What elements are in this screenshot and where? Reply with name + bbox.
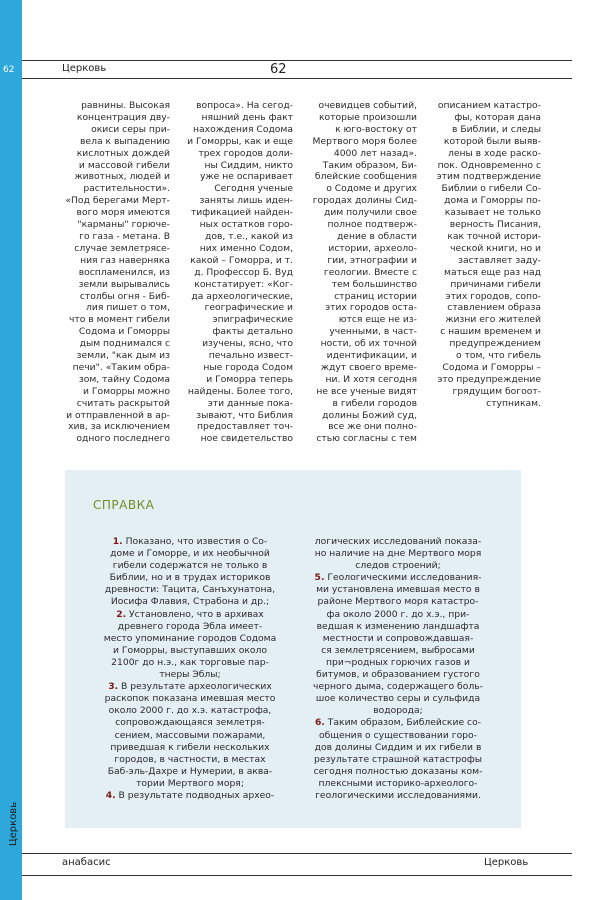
article-line: столбы огня - Биб- bbox=[79, 290, 170, 302]
article-line: Содома и Гоморры – bbox=[442, 361, 541, 373]
article-line: как точной истори- bbox=[447, 230, 541, 242]
reference-item-number: 3. bbox=[108, 681, 119, 693]
reference-line-text: приведшая к гибели нескольких bbox=[110, 741, 270, 753]
article-line: которой были выяв- bbox=[443, 135, 541, 147]
article-line: Таким образом, Би- bbox=[322, 159, 417, 171]
reference-line bbox=[90, 657, 290, 669]
article-line: о том, что гибель bbox=[455, 350, 541, 362]
article-line: 4000 лет назад». bbox=[333, 147, 417, 159]
footer-magazine-name: анабасис bbox=[62, 857, 111, 868]
reference-line-text: В результате подводных архео- bbox=[115, 789, 275, 801]
article-line: все же они полно- bbox=[328, 421, 417, 433]
reference-line-text: общения о существовании горо- bbox=[319, 729, 477, 741]
article-line: дома и Гоморры по- bbox=[444, 195, 541, 207]
article-line: нахождения Содома bbox=[193, 123, 293, 135]
reference-line-text: черного дыма, содержащего боль- bbox=[313, 681, 483, 693]
article-line: страниц истории bbox=[334, 290, 417, 302]
article-line: блейские сообщения bbox=[314, 171, 417, 183]
reference-line-text: сегодня полностью доказаны ком- bbox=[313, 765, 483, 777]
article-line: долины Божий суд, bbox=[322, 409, 417, 421]
reference-line bbox=[90, 633, 290, 645]
article-line: и Гоморры, как и еще bbox=[187, 135, 293, 147]
reference-line bbox=[90, 596, 290, 608]
article-line: ставлением образа bbox=[447, 302, 541, 314]
article-line: заняты лишь иден- bbox=[199, 195, 293, 207]
article-line: печально извест- bbox=[208, 350, 293, 362]
article-line: ждут своего време- bbox=[320, 361, 417, 373]
reference-line bbox=[90, 621, 290, 633]
article-line: верность Писания, bbox=[449, 219, 541, 231]
reference-line-text: раскопок показана имевшая место bbox=[104, 693, 276, 705]
article-line: "карманы" горюче- bbox=[77, 219, 170, 231]
reference-item-number: 1. bbox=[112, 536, 123, 547]
reference-line bbox=[90, 742, 290, 754]
reference-line bbox=[298, 705, 498, 717]
reference-line-text: Показано, что известия о Со- bbox=[122, 536, 268, 547]
reference-line bbox=[90, 572, 290, 584]
side-section-label: Церковь bbox=[8, 801, 19, 847]
article-line: этим подтверждение bbox=[436, 171, 541, 183]
reference-line-text: гибели содержатся не только в bbox=[112, 560, 268, 572]
reference-line bbox=[90, 754, 290, 766]
article-line: земли вырывались bbox=[78, 278, 170, 290]
article-line: случае землетрясе- bbox=[74, 242, 170, 254]
header-rule-top bbox=[22, 60, 572, 61]
reference-line bbox=[90, 766, 290, 778]
reference-line-text: следов строений; bbox=[355, 560, 441, 572]
article-line: концентрация дву- bbox=[76, 111, 170, 123]
article-line: грядущим богоот- bbox=[452, 385, 541, 397]
article-line: казывает не только bbox=[444, 207, 541, 219]
reference-line-text: дов долины Сиддим и их гибели в bbox=[314, 741, 482, 753]
reference-line bbox=[298, 645, 498, 657]
article-column-1 bbox=[58, 100, 170, 445]
article-column-4 bbox=[429, 100, 541, 410]
reference-line bbox=[298, 681, 498, 693]
footer-section-name: Церковь bbox=[484, 857, 529, 868]
article-line: трех городов доли- bbox=[198, 147, 293, 159]
article-line: к юго-востоку от bbox=[335, 123, 417, 135]
article-line: ности, об их точной bbox=[320, 338, 417, 350]
article-line: ются еще не из- bbox=[338, 314, 417, 326]
article-line: равнины. Высокая bbox=[81, 100, 170, 111]
reference-line-text: логических исследований показа- bbox=[314, 536, 482, 547]
reference-line bbox=[298, 548, 498, 560]
reference-line-text: сением, массовыми пожарами, bbox=[114, 729, 266, 741]
reference-line bbox=[298, 766, 498, 778]
reference-line-text: Баб-эль-Дахре и Нумерии, в аква- bbox=[107, 765, 273, 777]
article-line: печи". «Таким обра- bbox=[72, 361, 170, 373]
reference-line-text: В результате археологических bbox=[118, 681, 272, 693]
reference-line bbox=[298, 790, 498, 802]
article-line: географические и bbox=[204, 302, 293, 314]
header-rule-bottom bbox=[22, 78, 572, 79]
reference-line-text: около 2000 г. до х.э. катастрофа, bbox=[108, 705, 272, 717]
reference-line bbox=[90, 705, 290, 717]
reference-line-text: доме и Гоморре, и их необычной bbox=[110, 548, 270, 560]
footer-rule-bottom bbox=[22, 875, 572, 876]
article-line: очевидцев событий, bbox=[318, 100, 417, 111]
article-line: них именно Содом, bbox=[199, 242, 293, 254]
reference-box-column-left bbox=[90, 536, 290, 802]
article-line: окиси серы при- bbox=[91, 123, 170, 135]
reference-line-text: фа около 2000 г. до х.э., при- bbox=[326, 608, 470, 620]
article-line: что в момент гибели bbox=[68, 314, 170, 326]
reference-line-text: сопровождающаяся землетря- bbox=[115, 717, 265, 729]
article-line: ученными, в част- bbox=[329, 326, 417, 338]
reference-line bbox=[90, 645, 290, 657]
article-line: этих городов оста- bbox=[325, 302, 417, 314]
reference-line-text: водорода; bbox=[373, 705, 423, 717]
article-line: ные города Содом bbox=[203, 361, 293, 373]
article-line: вопроса». На сегод- bbox=[196, 100, 293, 111]
article-line: фы, которая дана bbox=[454, 111, 541, 123]
reference-line-text: древнего города Эбла имеет- bbox=[117, 620, 263, 632]
article-line: лены в ходе раско- bbox=[447, 147, 541, 159]
reference-line bbox=[90, 681, 290, 693]
reference-line-text: место упоминание городов Содома bbox=[103, 632, 277, 644]
article-line: ческой книги, но и bbox=[450, 242, 541, 254]
article-line: ни. И хотя сегодня bbox=[325, 373, 417, 385]
article-line: констатирует: «Ког- bbox=[194, 278, 293, 290]
reference-line bbox=[90, 717, 290, 729]
reference-line bbox=[298, 742, 498, 754]
article-line: дим получили свое bbox=[323, 207, 417, 219]
article-line: вела к выпадению bbox=[80, 135, 170, 147]
reference-line-text: тнеры Эблы; bbox=[159, 669, 221, 681]
reference-line bbox=[298, 693, 498, 705]
reference-line-text: битумов, и образованием густого bbox=[316, 669, 480, 681]
article-line: идентификации, и bbox=[326, 350, 417, 362]
reference-line-text: плексными историко-археолого- bbox=[318, 777, 478, 789]
article-line: считать раскрытой bbox=[76, 397, 170, 409]
article-line: этих городов, сопо- bbox=[445, 290, 541, 302]
article-line: зывают, что Библия bbox=[196, 409, 293, 421]
reference-line-text: городов, в частности, в местах bbox=[114, 753, 266, 765]
article-line: стью согласны с тем bbox=[316, 433, 417, 445]
article-line: ны Сиддим, никто bbox=[204, 159, 293, 171]
article-line: вого моря имеются bbox=[76, 207, 170, 219]
reference-line bbox=[90, 790, 290, 802]
article-line: описанием катастро- bbox=[437, 100, 541, 111]
reference-line bbox=[90, 693, 290, 705]
reference-line bbox=[90, 536, 290, 548]
article-line: пок. Одновременно с bbox=[437, 159, 541, 171]
reference-line bbox=[298, 560, 498, 572]
article-line: дение в области bbox=[336, 230, 417, 242]
reference-line bbox=[298, 633, 498, 645]
article-line: Мертвого моря более bbox=[312, 135, 417, 147]
article-line: дов, т.е., какой из bbox=[204, 230, 293, 242]
article-line: которые произошли bbox=[319, 111, 417, 123]
reference-line-text: Таким образом, Библейские со- bbox=[324, 717, 482, 729]
article-line: го газа - метана. В bbox=[79, 230, 170, 242]
article-line: изучены, ясно, что bbox=[202, 338, 293, 350]
reference-line-text: и Гоморры, выступавших около bbox=[112, 644, 267, 656]
article-line: да археологические, bbox=[191, 290, 293, 302]
reference-line-text: Геологическими исследования- bbox=[324, 572, 482, 584]
article-line: воспламенился, из bbox=[78, 266, 170, 278]
article-columns bbox=[58, 100, 548, 450]
article-line: факты детально bbox=[212, 326, 293, 338]
reference-line bbox=[298, 669, 498, 681]
article-line: и массовой гибели bbox=[78, 159, 170, 171]
article-line: о Содоме и других bbox=[326, 183, 417, 195]
reference-line bbox=[90, 609, 290, 621]
article-column-2 bbox=[181, 100, 293, 445]
reference-line bbox=[298, 584, 498, 596]
article-line: эти данные пока- bbox=[207, 397, 293, 409]
article-line: Содома и Гоморры bbox=[78, 326, 170, 338]
article-line: растительности». bbox=[83, 183, 170, 195]
reference-line bbox=[298, 730, 498, 742]
side-page-number: 62 bbox=[3, 65, 15, 75]
reference-item-number: 2. bbox=[116, 608, 127, 620]
reference-line-text: но наличие на дне Мертвого моря bbox=[314, 548, 482, 560]
reference-line-text: Библии, но и в трудах историков bbox=[109, 572, 271, 584]
reference-line-text: Иосифа Флавия, Страбона и др.; bbox=[110, 596, 270, 608]
article-line: земли, "как дым из bbox=[76, 350, 170, 362]
reference-line bbox=[298, 754, 498, 766]
reference-item-number: 5. bbox=[314, 572, 325, 584]
article-line: заставляет заду- bbox=[458, 254, 541, 266]
article-line: гии, этнографии и bbox=[327, 254, 417, 266]
reference-line-text: древности: Тацита, Санъхунатона, bbox=[104, 584, 276, 596]
reference-line-text: при¬родных горючих газов и bbox=[326, 656, 470, 668]
header-page-number: 62 bbox=[270, 62, 287, 77]
article-line: городах долины Сид- bbox=[312, 195, 417, 207]
article-line: истории, археоло- bbox=[328, 242, 417, 254]
article-line: геологии. Вместе с bbox=[323, 266, 417, 278]
article-line: не все ученые видят bbox=[316, 385, 417, 397]
reference-item-number: 4. bbox=[105, 789, 116, 801]
article-line: тификацией найден- bbox=[190, 207, 293, 219]
reference-line bbox=[298, 609, 498, 621]
reference-line bbox=[90, 778, 290, 790]
reference-line-text: ведшая к изменению ландшафта bbox=[316, 620, 480, 632]
article-line: ния газ наверняка bbox=[80, 254, 170, 266]
article-line: найдены. Более того, bbox=[187, 385, 293, 397]
article-line: ступникам. bbox=[486, 397, 541, 409]
reference-box bbox=[65, 470, 521, 828]
article-line: какой – Гоморра, и т. bbox=[190, 254, 293, 266]
article-line: кислотных дождей bbox=[76, 147, 170, 159]
reference-line bbox=[90, 584, 290, 596]
article-line: полное подтверж- bbox=[327, 219, 417, 231]
reference-line bbox=[298, 572, 498, 584]
reference-line-text: геологическими исследованиями. bbox=[315, 789, 481, 801]
article-line: уже не оспаривает bbox=[199, 171, 293, 183]
header-section-title: Церковь bbox=[62, 63, 107, 74]
article-line: Библии о гибели Со- bbox=[441, 183, 541, 195]
article-line: хив, за исключением bbox=[68, 421, 170, 433]
footer-rule-top bbox=[22, 853, 572, 854]
article-line: ных остатков горо- bbox=[199, 219, 293, 231]
article-line: это предупреждение bbox=[437, 373, 541, 385]
article-line: и отправленной в ар- bbox=[66, 409, 170, 421]
reference-line-text: результате страшной катастрофы bbox=[314, 753, 482, 765]
article-line: д. Профессор Б. Вуд bbox=[194, 266, 293, 278]
article-line: дым поднимался с bbox=[79, 338, 170, 350]
reference-line bbox=[90, 560, 290, 572]
reference-line bbox=[298, 778, 498, 790]
article-line: ное свидетельство bbox=[200, 433, 293, 445]
reference-line-text: шое количество серы и сульфида bbox=[315, 693, 481, 705]
article-line: тем большинство bbox=[331, 278, 417, 290]
reference-line bbox=[90, 730, 290, 742]
article-line: в Библии, и следы bbox=[451, 123, 541, 135]
reference-line-text: ми установлена имевшая место в bbox=[316, 584, 480, 596]
reference-line-text: 2100г до н.э., как торговые пар- bbox=[111, 656, 269, 668]
article-line: одного последнего bbox=[76, 433, 170, 445]
reference-line bbox=[298, 596, 498, 608]
reference-box-column-right bbox=[298, 536, 498, 802]
article-line: зом, тайну Содома bbox=[78, 373, 170, 385]
reference-line-text: тории Мертвого моря; bbox=[136, 777, 244, 789]
article-line: и Гоморра теперь bbox=[206, 373, 293, 385]
article-line: жизни его жителей bbox=[445, 314, 541, 326]
article-column-3 bbox=[305, 100, 417, 445]
reference-line bbox=[298, 717, 498, 729]
reference-line bbox=[90, 669, 290, 681]
article-line: предупреждением bbox=[449, 338, 541, 350]
reference-line bbox=[90, 548, 290, 560]
article-line: с нашим временем и bbox=[440, 326, 541, 338]
article-line: маться еще раз над bbox=[444, 266, 541, 278]
reference-line bbox=[298, 536, 498, 548]
article-line: в гибели городов bbox=[332, 397, 417, 409]
reference-item-number: 6. bbox=[314, 717, 325, 729]
article-line: Сегодня ученые bbox=[214, 183, 293, 195]
reference-line-text: местности и сопровождавшая- bbox=[322, 632, 474, 644]
reference-box-title: СПРАВКА bbox=[93, 498, 155, 512]
article-line: эпиграфические bbox=[212, 314, 293, 326]
article-line: причинами гибели bbox=[450, 278, 541, 290]
side-color-bar bbox=[0, 0, 22, 900]
reference-line-text: Установлено, что в архивах bbox=[126, 608, 264, 620]
reference-line-text: районе Мертвого моря катастро- bbox=[317, 596, 479, 608]
reference-line bbox=[298, 621, 498, 633]
article-line: животных, людей и bbox=[74, 171, 170, 183]
article-line: предоставляет точ- bbox=[197, 421, 293, 433]
article-line: и Гоморры можно bbox=[83, 385, 170, 397]
reference-line-text: ся землетрясением, выбросами bbox=[321, 644, 475, 656]
article-line: няшний день факт bbox=[201, 111, 293, 123]
article-line: лия пишет о том, bbox=[86, 302, 170, 314]
reference-line bbox=[298, 657, 498, 669]
article-line: «Под берегами Мерт- bbox=[65, 195, 170, 207]
